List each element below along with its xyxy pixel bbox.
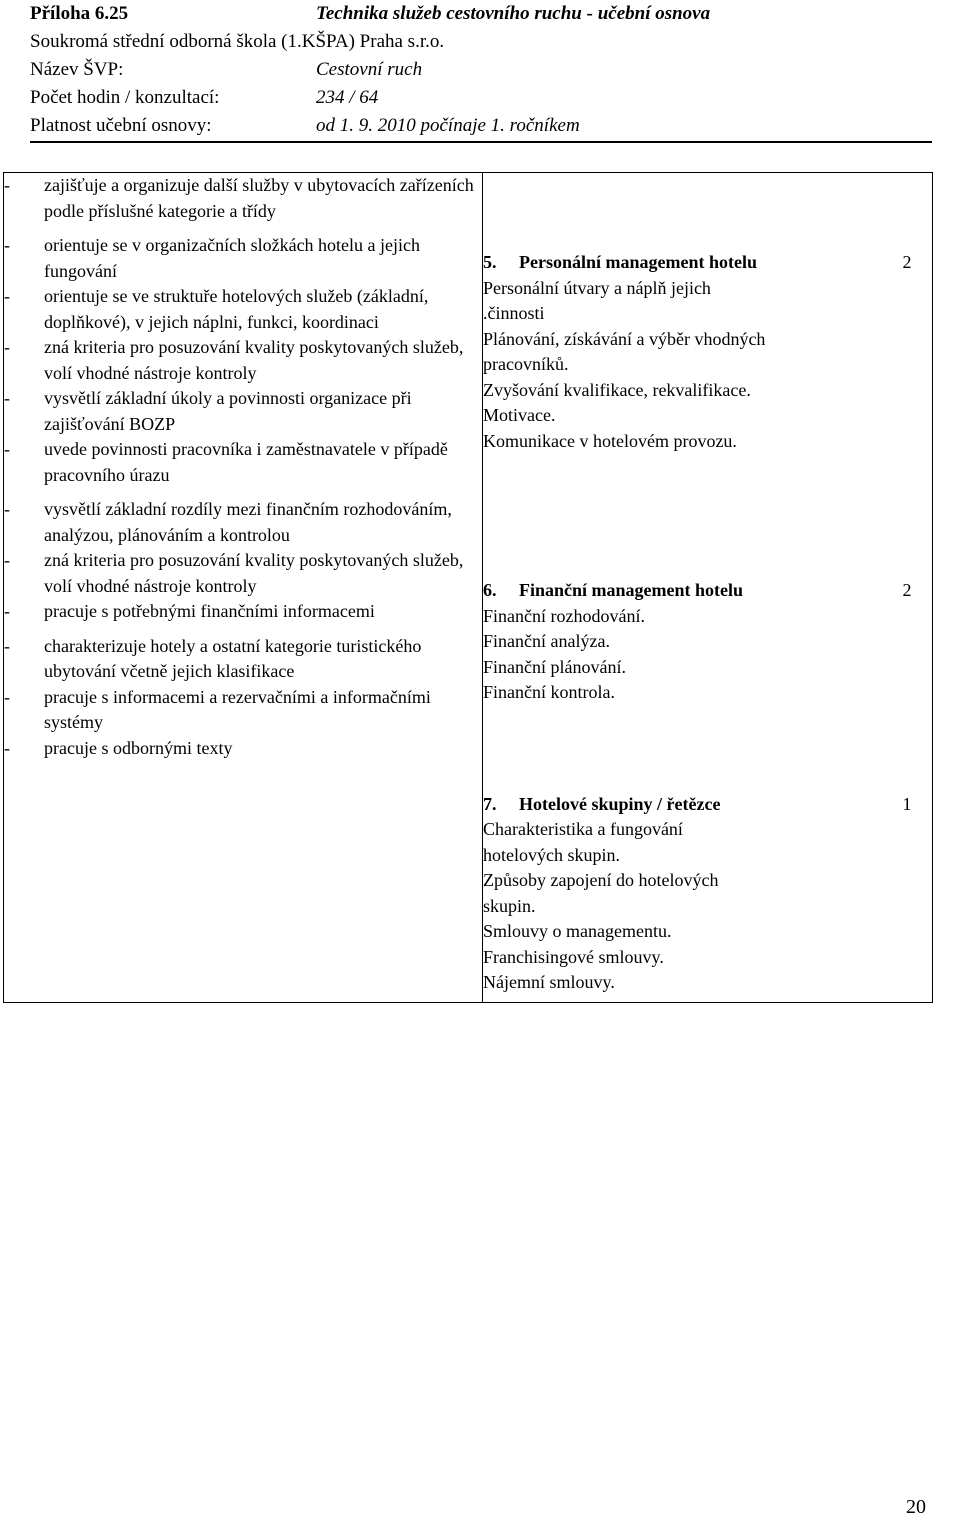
topic-hours: 1 [902, 793, 912, 814]
outcome-text: zná kriteria pro posuzování kvality poskytovaných služeb, volí vhodné nástroje kontroly [44, 550, 464, 596]
validity-value: od 1. 9. 2010 počínaje 1. ročníkem [316, 115, 580, 136]
outcome-text: uvede povinnosti pracovníka i zaměstnavatele v případě pracovního úrazu [44, 439, 448, 485]
hours-label: Počet hodin / konzultací: [30, 87, 220, 108]
bullet-dash: - [4, 388, 10, 408]
outcomes-group [4, 497, 482, 625]
topic-line: Finanční plánování. [483, 656, 626, 677]
topic-heading [483, 578, 932, 604]
attachment-label: Příloha 6.25 [30, 3, 129, 24]
topic-line: Franchisingové smlouvy. [483, 946, 664, 967]
topic-number: 6. [483, 580, 497, 600]
outcome-item [4, 335, 482, 386]
outcomes-group [4, 173, 482, 224]
bullet-dash: - [4, 686, 10, 707]
topics-gap [483, 712, 932, 792]
topic-line: Finanční rozhodování. [483, 605, 645, 626]
learning-outcomes-cell [4, 173, 483, 1003]
bullet-dash: - [4, 286, 10, 306]
bullet-dash: - [4, 337, 10, 357]
topics-cell [483, 173, 933, 1003]
header-row-school [30, 28, 932, 56]
bullet-dash: - [4, 499, 10, 519]
curriculum-row [4, 173, 933, 1003]
subject-title: Technika služeb cestovního ruchu - učební osnova [316, 3, 711, 24]
outcomes-group [4, 233, 482, 488]
topic-hours: 2 [902, 252, 912, 272]
topic-line: Personální útvary a náplň jejich [483, 277, 711, 298]
outcome-item [4, 284, 482, 335]
outcome-text: charakterizuje hotely a ostatní kategorie turistického ubytování včetně jejich klasifikace [44, 635, 422, 681]
bullet-dash: - [4, 635, 10, 656]
outcome-text: orientuje se ve struktuře hotelových služeb (základní, doplňkové), v jejich náplni, funkci, koordinaci [44, 286, 429, 332]
topic-line: hotelových skupin. [483, 844, 620, 865]
outcome-text: orientuje se v organizačních složkách hotelu a jejich fungování [44, 235, 421, 281]
topic-title: Hotelové skupiny / řetězce [519, 793, 721, 814]
topic-line: Finanční kontrola. [483, 682, 615, 702]
header-row-attachment [30, 0, 932, 28]
topic-line: skupin. [483, 895, 536, 916]
program-label: Název ŠVP: [30, 59, 124, 80]
page-number: 20 [906, 1496, 926, 1518]
curriculum-table [3, 172, 933, 1003]
outcome-item [4, 497, 482, 548]
outcome-item [4, 685, 482, 736]
bullet-dash: - [4, 737, 10, 758]
outcome-item [4, 386, 482, 437]
header-row-validity [30, 112, 932, 140]
bullet-dash: - [4, 439, 10, 459]
outcome-text: vysvětlí základní rozdíly mezi finančním rozhodováním, analýzou, plánováním a kontrolou [44, 499, 452, 545]
outcome-text: zajišťuje a organizuje další služby v ubytovacích zařízeních podle příslušné kategorie a třídy [44, 175, 474, 221]
outcome-item [4, 233, 482, 284]
topic-heading [483, 792, 932, 818]
topic-line: Plánování, získávání a výběr vhodných [483, 328, 766, 349]
outcome-item [4, 634, 482, 685]
topic-line: Finanční analýza. [483, 631, 610, 651]
bullet-dash: - [4, 175, 10, 195]
header-divider [30, 141, 932, 143]
outcome-text: pracuje s potřebnými finančními informacemi [44, 601, 375, 621]
topic-line: pracovníků. [483, 354, 569, 374]
bullet-dash: - [4, 550, 10, 570]
document-header [30, 0, 932, 140]
topic-heading [483, 250, 932, 276]
topics-gap [483, 460, 932, 578]
bullet-dash: - [4, 601, 10, 621]
topic-section-6 [483, 578, 932, 706]
validity-label: Platnost učební osnovy: [30, 115, 212, 136]
topic-number: 7. [483, 793, 497, 814]
outcome-text: vysvětlí základní úkoly a povinnosti organizace při zajišťování BOZP [44, 388, 412, 434]
outcome-text: pracuje s odbornými texty [44, 737, 233, 758]
school-name: Soukromá střední odborná škola (1.KŠPA) Praha s.r.o. [30, 31, 445, 52]
outcomes-group [4, 634, 482, 762]
topic-line: Nájemní smlouvy. [483, 972, 615, 992]
program-value: Cestovní ruch [316, 59, 423, 80]
hours-value: 234 / 64 [316, 87, 379, 108]
topic-line: Motivace. [483, 405, 556, 425]
outcome-item [4, 173, 482, 224]
topic-line: Zvyšování kvalifikace, rekvalifikace. [483, 379, 751, 400]
outcome-item [4, 437, 482, 488]
topic-title: Personální management hotelu [519, 252, 757, 272]
topic-line: Charakteristika a fungování [483, 819, 683, 839]
outcome-text: pracuje s informacemi a rezervačními a informačními systémy [44, 686, 431, 732]
header-row-program [30, 56, 932, 84]
outcome-text: zná kriteria pro posuzování kvality poskytovaných služeb, volí vhodné nástroje kontroly [44, 337, 464, 383]
topic-section-7 [483, 792, 932, 996]
topic-line: Komunikace v hotelovém provozu. [483, 430, 737, 451]
topics-top-gap [483, 173, 932, 250]
topic-number: 5. [483, 252, 497, 272]
outcome-item [4, 736, 482, 762]
header-row-hours [30, 84, 932, 112]
topic-section-5 [483, 250, 932, 454]
topic-line: .činnosti [483, 303, 545, 323]
bullet-dash: - [4, 235, 10, 255]
outcome-item [4, 599, 482, 625]
outcome-item [4, 548, 482, 599]
topic-line: Způsoby zapojení do hotelových [483, 870, 719, 890]
topic-title: Finanční management hotelu [519, 580, 744, 600]
topic-hours: 2 [902, 580, 912, 600]
topic-line: Smlouvy o managementu. [483, 921, 672, 941]
